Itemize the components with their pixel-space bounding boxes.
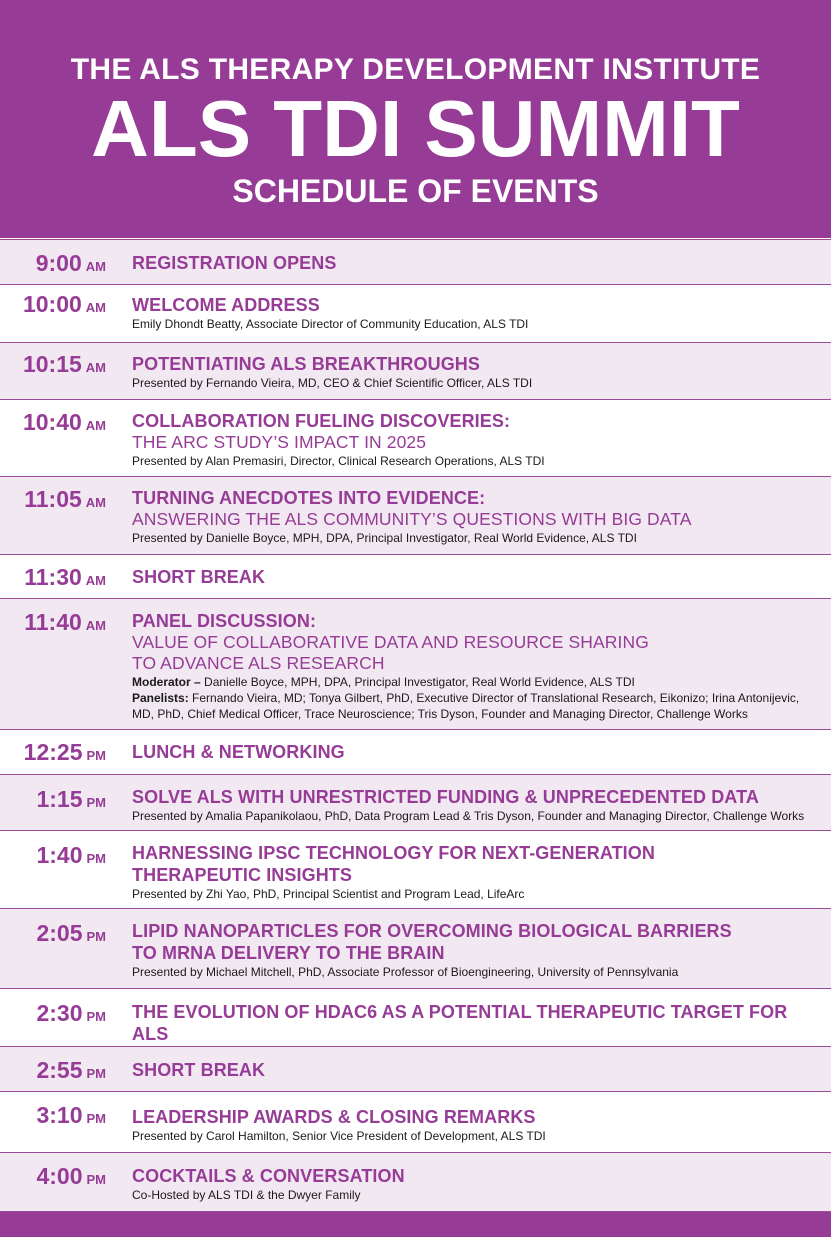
event-subtitle: VALUE OF COLLABORATIVE DATA AND RESOURCE SHARING xyxy=(132,632,649,652)
panel-panelists: Panelists: Fernando Vieira, MD; Tonya Gilbert, PhD, Executive Director of Translational Research, Eikonizo; Irina Antonijevic, xyxy=(132,691,800,705)
event-time: 10:15 AM xyxy=(22,351,106,377)
event-row xyxy=(0,477,831,555)
panel-panelists-continued: MD, PhD, Chief Medical Officer, Trace Neuroscience; Tris Dyson, Founder and Managing Director, Challenge Works xyxy=(132,707,748,721)
event-title: COLLABORATION FUELING DISCOVERIES: xyxy=(132,411,511,431)
event-title: SOLVE ALS WITH UNRESTRICTED FUNDING & UNPRECEDENTED DATA xyxy=(132,787,759,807)
event-time: 1:15 PM xyxy=(36,786,106,812)
event-subtitle: TO ADVANCE ALS RESEARCH xyxy=(132,653,385,673)
event-row xyxy=(0,555,831,599)
event-title: SHORT BREAK xyxy=(132,567,266,587)
event-time: 11:05 AM xyxy=(24,486,106,512)
event-description: Presented by Amalia Papanikolaou, PhD, Data Program Lead & Tris Dyson, Founder and Managing Director, Challenge Works xyxy=(132,809,805,823)
event-title: COCKTAILS & CONVERSATION xyxy=(132,1166,405,1186)
event-title: HARNESSING IPSC TECHNOLOGY FOR NEXT-GENERATION xyxy=(132,843,655,863)
event-row xyxy=(0,1153,831,1212)
event-title: LEADERSHIP AWARDS & CLOSING REMARKS xyxy=(132,1107,536,1127)
event-time: 9:00 AM xyxy=(35,250,106,276)
event-title: WELCOME ADDRESS xyxy=(132,295,320,315)
event-description: Co-Hosted by ALS TDI & the Dwyer Family xyxy=(132,1188,361,1202)
event-row xyxy=(0,909,831,989)
event-subtitle: THE ARC STUDY’S IMPACT IN 2025 xyxy=(132,432,427,452)
event-time: 2:05 PM xyxy=(36,920,106,946)
event-row xyxy=(0,989,831,1047)
event-row xyxy=(0,775,831,831)
event-time: 1:40 PM xyxy=(36,842,106,868)
event-title: THE EVOLUTION OF HDAC6 AS A POTENTIAL THERAPEUTIC TARGET FOR ALS xyxy=(132,1002,788,1044)
event-title: PANEL DISCUSSION: xyxy=(132,611,317,631)
event-row xyxy=(0,343,831,400)
event-description: Presented by Zhi Yao, PhD, Principal Scientist and Program Lead, LifeArc xyxy=(132,887,525,901)
event-title: POTENTIATING ALS BREAKTHROUGHS xyxy=(132,354,480,374)
event-time: 11:30 AM xyxy=(24,564,106,590)
event-description: Presented by Danielle Boyce, MPH, DPA, Principal Investigator, Real World Evidence, ALS TDI xyxy=(132,531,637,545)
event-row xyxy=(0,239,831,285)
event-time: 2:55 PM xyxy=(36,1057,106,1083)
event-row xyxy=(0,285,831,343)
schedule-list xyxy=(0,239,831,1212)
event-row xyxy=(0,599,831,730)
footer-bar xyxy=(0,1212,831,1237)
event-row xyxy=(0,730,831,775)
event-subtitle: ANSWERING THE ALS COMMUNITY’S QUESTIONS WITH BIG DATA xyxy=(132,509,692,529)
event-time: 2:30 PM xyxy=(36,1000,106,1026)
event-title: SHORT BREAK xyxy=(132,1060,266,1080)
event-row xyxy=(0,1092,831,1153)
panel-moderator: Moderator – Danielle Boyce, MPH, DPA, Principal Investigator, Real World Evidence, ALS TDI xyxy=(132,675,635,689)
event-description: Emily Dhondt Beatty, Associate Director of Community Education, ALS TDI xyxy=(132,317,529,331)
summit-title: ALS TDI SUMMIT xyxy=(91,84,740,173)
event-title: TURNING ANECDOTES INTO EVIDENCE: xyxy=(132,488,486,508)
event-time: 10:00 AM xyxy=(22,291,106,317)
event-row xyxy=(0,1047,831,1092)
event-description: Presented by Alan Premasiri, Director, Clinical Research Operations, ALS TDI xyxy=(132,454,545,468)
event-time: 3:10 PM xyxy=(36,1102,106,1128)
institute-name: THE ALS THERAPY DEVELOPMENT INSTITUTE xyxy=(70,53,761,86)
event-time: 11:40 AM xyxy=(24,609,106,635)
header-banner xyxy=(0,0,831,238)
event-description: Presented by Michael Mitchell, PhD, Associate Professor of Bioengineering, University of Pennsylvania xyxy=(132,965,679,979)
schedule-heading: SCHEDULE OF EVENTS xyxy=(232,173,599,209)
event-title: LIPID NANOPARTICLES FOR OVERCOMING BIOLOGICAL BARRIERS xyxy=(132,921,732,941)
event-row xyxy=(0,831,831,909)
event-time: 4:00 PM xyxy=(36,1163,106,1189)
event-time: 12:25 PM xyxy=(23,739,106,765)
event-title: LUNCH & NETWORKING xyxy=(132,742,345,762)
event-title-continued: TO MRNA DELIVERY TO THE BRAIN xyxy=(132,943,445,963)
event-description: Presented by Carol Hamilton, Senior Vice President of Development, ALS TDI xyxy=(132,1129,546,1143)
event-row xyxy=(0,400,831,477)
event-time: 10:40 AM xyxy=(22,409,106,435)
event-title: REGISTRATION OPENS xyxy=(132,253,337,273)
event-title-continued: THERAPEUTIC INSIGHTS xyxy=(132,865,353,885)
event-description: Presented by Fernando Vieira, MD, CEO & Chief Scientific Officer, ALS TDI xyxy=(132,376,533,390)
